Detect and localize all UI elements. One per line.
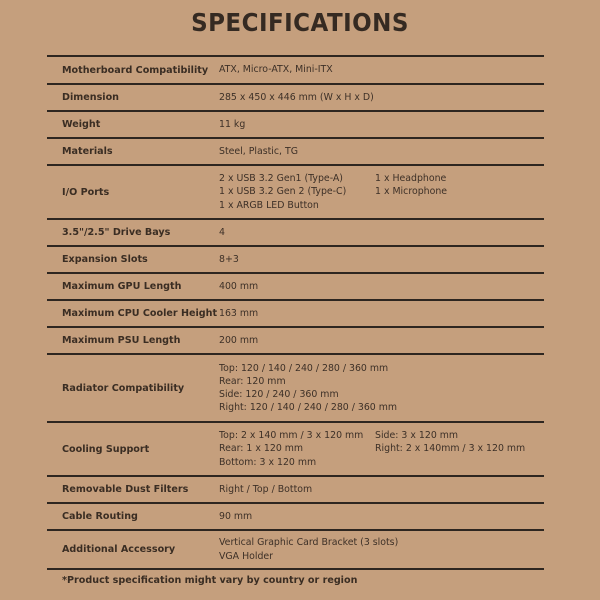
spec-value: 200 mm [219, 334, 259, 346]
spec-row-drive-bays [47, 220, 544, 245]
spec-value-column [375, 172, 544, 212]
spec-label: Dimension [62, 92, 120, 103]
spec-value-line: 1 x Microphone [375, 186, 448, 198]
spec-row-max-gpu-length [47, 274, 544, 299]
spec-value-line: 1 x Headphone [375, 173, 447, 185]
spec-row-expansion-slots [47, 247, 544, 272]
spec-value: Right / Top / Bottom [219, 483, 313, 495]
spec-value-line: Right: 2 x 140mm / 3 x 120 mm [375, 443, 526, 455]
spec-label: Motherboard Compatibility [62, 64, 209, 76]
spec-label: Removable Dust Filters [62, 484, 189, 495]
divider [47, 568, 544, 570]
spec-value [219, 362, 544, 415]
spec-row-max-psu-length [47, 328, 544, 353]
spec-value-line: Right: 120 / 140 / 240 / 280 / 360 mm [219, 402, 398, 414]
spec-value-line: Rear: 1 x 120 mm [219, 443, 304, 455]
spec-value-column [375, 429, 544, 469]
spec-value-line: 2 x USB 3.2 Gen1 (Type-A) [219, 173, 343, 185]
spec-value-line: Side: 120 / 240 / 360 mm [219, 389, 339, 400]
spec-row-cooling-support [47, 423, 544, 475]
spec-value-line: Top: 120 / 140 / 240 / 280 / 360 mm [219, 362, 389, 374]
spec-value-line: Rear: 120 mm [219, 375, 286, 387]
spec-value: 90 mm [219, 510, 253, 522]
spec-value: 163 mm [219, 307, 259, 319]
spec-label: Maximum GPU Length [62, 281, 182, 292]
spec-value-line: Side: 3 x 120 mm [375, 430, 459, 442]
spec-label: Cooling Support [62, 443, 150, 455]
spec-value: 8+3 [219, 253, 239, 265]
spec-row-io-ports [47, 166, 544, 218]
spec-value: 400 mm [219, 280, 259, 292]
spec-value-line: Bottom: 3 x 120 mm [219, 456, 317, 468]
spec-row-max-cpu-cooler-height [47, 301, 544, 326]
spec-value-line: Vertical Graphic Card Bracket (3 slots) [219, 537, 399, 549]
spec-value: Steel, Plastic, TG [219, 145, 299, 157]
spec-label: Maximum CPU Cooler Height [62, 308, 218, 319]
spec-value-line: Top: 2 x 140 mm / 3 x 120 mm [219, 430, 364, 442]
spec-value-line: 1 x ARGB LED Button [219, 199, 319, 211]
spec-row-removable-dust-filters [47, 477, 544, 502]
spec-value: 285 x 450 x 446 mm (W x H x D) [219, 91, 374, 103]
spec-value-line: VGA Holder [219, 550, 274, 562]
spec-value: 4 [219, 226, 225, 238]
specifications-table [47, 55, 544, 570]
spec-row-dimension [47, 85, 544, 110]
spec-label: Additional Accessory [62, 544, 176, 555]
spec-value-line: 1 x USB 3.2 Gen 2 (Type-C) [219, 186, 347, 198]
spec-label: Cable Routing [62, 511, 138, 522]
spec-value: 11 kg [219, 118, 246, 130]
spec-row-radiator-compatibility [47, 355, 544, 421]
spec-row-additional-accessory [47, 531, 544, 568]
spec-row-motherboard-compatibility [47, 57, 544, 83]
spec-row-materials [47, 139, 544, 164]
footnote: *Product specification might vary by country or region [62, 575, 358, 586]
spec-value-column [219, 429, 375, 469]
spec-label: 3.5"/2.5" Drive Bays [62, 227, 171, 238]
spec-label: Radiator Compatibility [62, 382, 185, 394]
spec-label: Materials [62, 146, 113, 157]
spec-label: I/O Ports [62, 186, 110, 198]
spec-value-column [219, 172, 375, 212]
spec-row-weight [47, 112, 544, 137]
spec-value [219, 536, 544, 562]
page-title: SPECIFICATIONS [191, 8, 409, 37]
spec-label: Expansion Slots [62, 254, 148, 265]
spec-value [219, 172, 544, 212]
spec-value: ATX, Micro-ATX, Mini-ITX [219, 64, 333, 76]
spec-label: Maximum PSU Length [62, 335, 181, 346]
spec-row-cable-routing [47, 504, 544, 529]
spec-label: Weight [62, 119, 101, 130]
spec-value [219, 429, 544, 469]
